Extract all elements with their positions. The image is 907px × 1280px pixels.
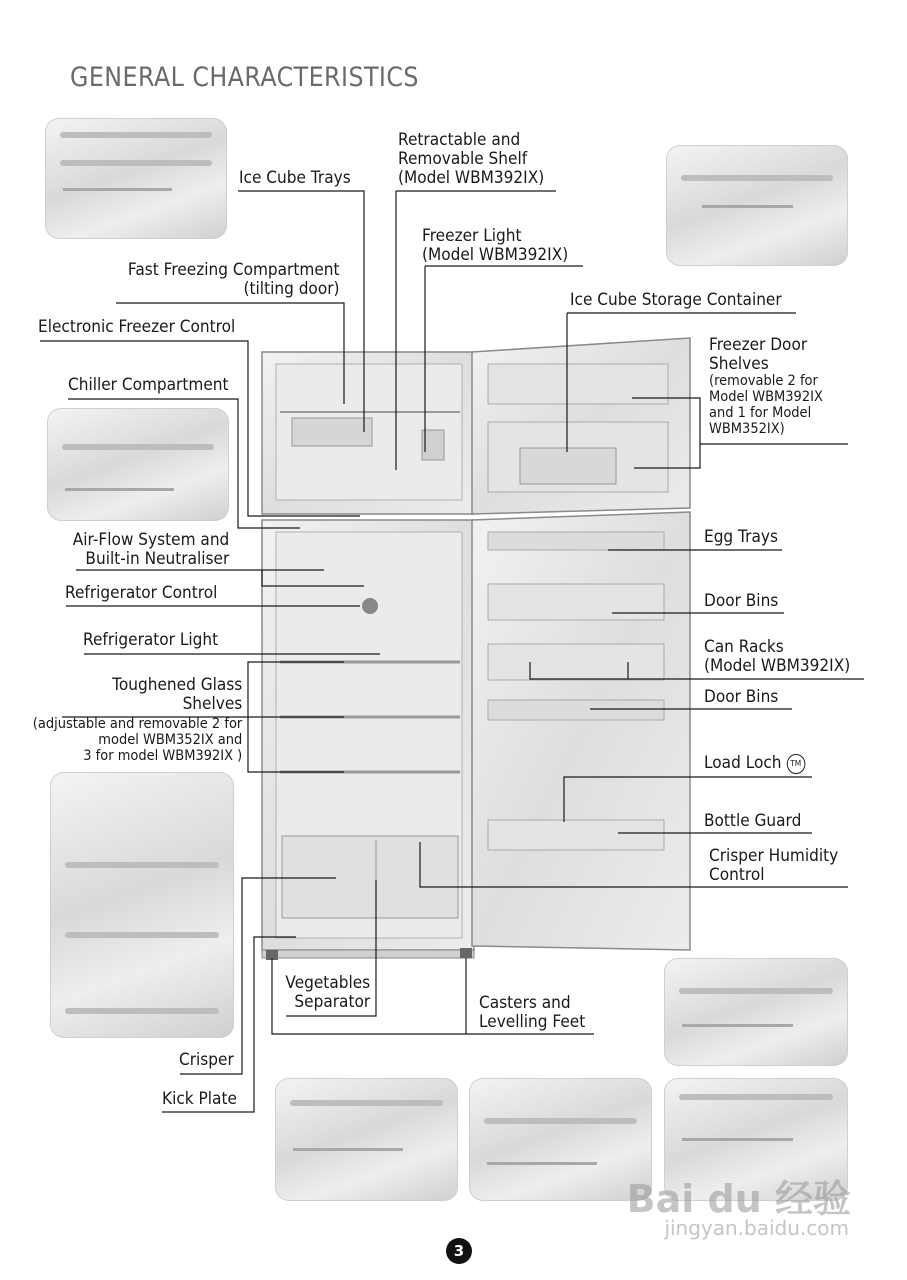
label-glass-shelves: Toughened Glass Shelves (adjustable and removable 2 for model WBM352IX and 3 for model WBM392IX ) <box>32 675 242 764</box>
label-load-loch: Load Loch TM <box>704 753 805 774</box>
label-crisper-humidity: Crisper Humidity Control <box>709 846 839 884</box>
label-chiller: Chiller Compartment <box>68 375 229 394</box>
trademark-symbol: TM <box>786 754 805 774</box>
label-kick-plate: Kick Plate <box>162 1089 237 1108</box>
label-electronic-control: Electronic Freezer Control <box>38 317 236 336</box>
label-fast-freezing: Fast Freezing Compartment (tilting door) <box>128 260 340 298</box>
watermark-url: jingyan.baidu.com <box>664 1216 849 1240</box>
label-retractable-shelf: Retractable and Removable Shelf (Model WBM392IX) <box>398 130 545 187</box>
label-crisper: Crisper <box>179 1050 234 1069</box>
label-fridge-control: Refrigerator Control <box>65 583 218 602</box>
label-ice-storage: Ice Cube Storage Container <box>570 290 782 309</box>
label-can-racks: Can Racks (Model WBM392IX) <box>704 637 851 675</box>
label-vegetables-separator: Vegetables Separator <box>285 973 370 1011</box>
label-egg-trays: Egg Trays <box>704 527 778 546</box>
label-freezer-door-shelves: Freezer Door Shelves (removable 2 for Model WBM392IX and 1 for Model WBM352IX) <box>709 335 823 437</box>
fridge-door <box>472 512 690 950</box>
page-title: GENERAL CHARACTERISTICS <box>70 62 419 93</box>
label-casters: Casters and Levelling Feet <box>479 993 586 1031</box>
page-number: 3 <box>446 1238 472 1264</box>
label-door-bins-1: Door Bins <box>704 591 779 610</box>
watermark-brand: Bai du 经验 <box>626 1177 851 1221</box>
label-door-bins-2: Door Bins <box>704 687 779 706</box>
label-ice-cube-trays: Ice Cube Trays <box>239 168 351 187</box>
label-airflow: Air-Flow System and Built-in Neutraliser <box>72 530 229 568</box>
label-freezer-light: Freezer Light (Model WBM392IX) <box>422 226 569 264</box>
label-fridge-light: Refrigerator Light <box>83 630 219 649</box>
label-bottle-guard: Bottle Guard <box>704 811 802 830</box>
